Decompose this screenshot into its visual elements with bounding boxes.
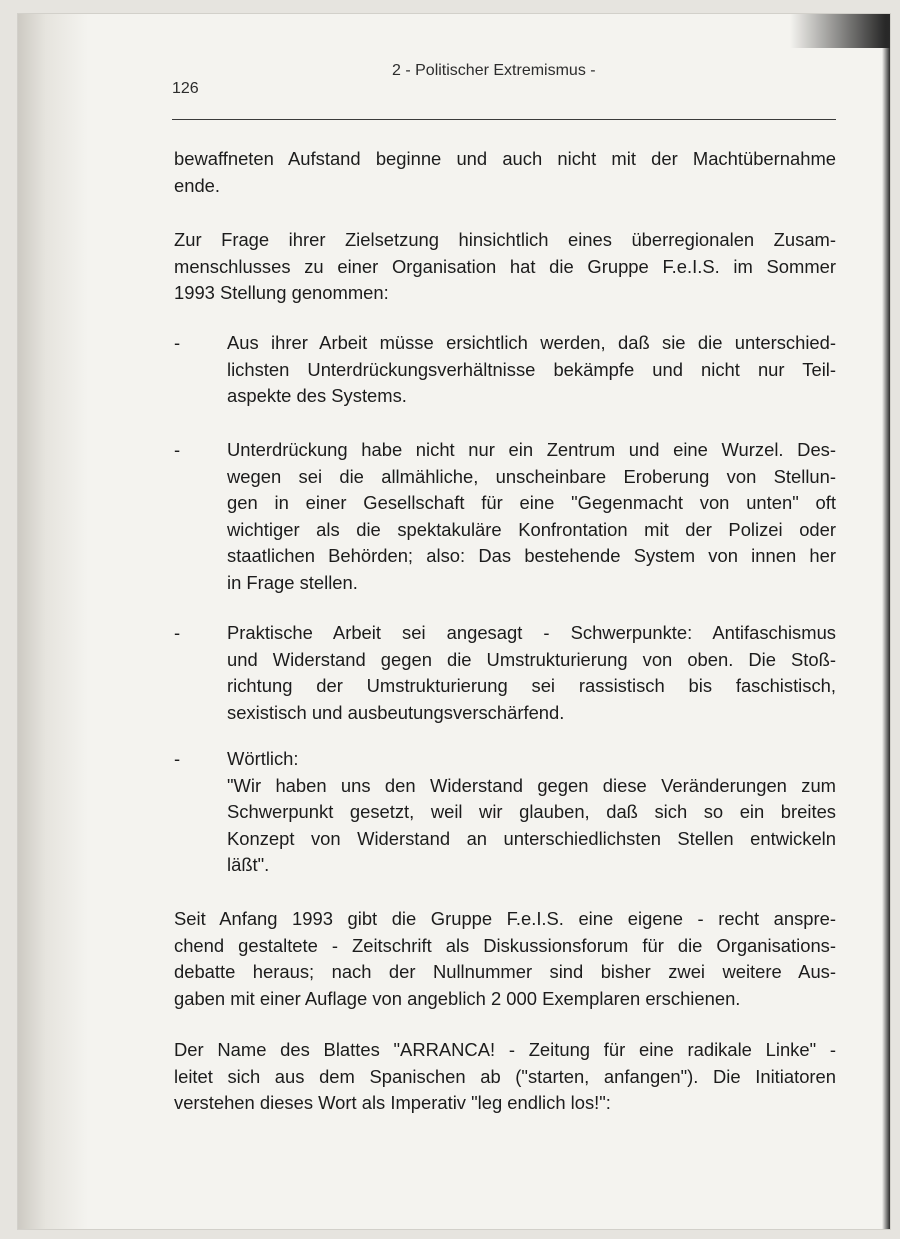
text-line: 1993 Stellung genommen: [174, 282, 389, 303]
page-edge-shadow [882, 14, 890, 1229]
text-line: staatlichen Behörden; also: Das bestehende System von innen her [227, 545, 836, 566]
text-line: ende. [174, 174, 221, 196]
text-line: wegen sei die allmähliche, unscheinbare Eroberung von Stellun- [227, 465, 836, 487]
text-line: Aus ihrer Arbeit müsse ersichtlich werden, daß sie die unterschied- [227, 332, 836, 353]
paragraph-name [174, 1037, 836, 1117]
text-line: Schwerpunkt gesetzt, weil wir glauben, daß sich so ein breites [227, 801, 836, 822]
text-line: bewaffneten Aufstand beginne und auch nicht mit der Machtübernahme [174, 148, 836, 169]
text-line: Wörtlich: [227, 748, 299, 769]
list-dash: - [174, 748, 181, 769]
text-line: gaben mit einer Auflage von angeblich 2 000 Exemplaren erschienen. [174, 987, 741, 1009]
page-number: 126 [172, 80, 199, 97]
list-dash: - [174, 622, 181, 643]
list-dash: - [174, 332, 181, 353]
paragraph-continued [174, 146, 836, 199]
paragraph-magazine [174, 906, 836, 1012]
list-item-text [227, 330, 836, 410]
text-line: sexistisch und ausbeutungsverschärfend. [227, 701, 565, 723]
text-line: verstehen dieses Wort als Imperativ "leg endlich los!": [174, 1092, 611, 1113]
text-line: lichsten Unterdrückungsverhältnisse bekämpfe und nicht nur Teil- [227, 358, 836, 380]
text-line: in Frage stellen. [227, 571, 358, 593]
text-line: läßt". [227, 854, 270, 875]
text-line: debatte heraus; nach der Nullnummer sind bisher zwei weitere Aus- [174, 961, 836, 982]
text-line: "Wir haben uns den Widerstand gegen diese Veränderungen zum [227, 774, 836, 796]
paragraph-goals [174, 227, 836, 307]
list-dash: - [174, 439, 181, 460]
text-line: gen in einer Gesellschaft für eine "Gegenmacht von unten" oft [227, 492, 836, 513]
text-line: chend gestaltete - Zeitschrift als Diskussionsforum für die Organisations- [174, 934, 836, 956]
text-line: leitet sich aus dem Spanischen ab ("starten, anfangen"). Die Initiatoren [174, 1065, 836, 1087]
text-line: richtung der Umstrukturierung sei rassistisch bis faschistisch, [227, 675, 836, 696]
header-rule [172, 119, 836, 120]
text-line: aspekte des Systems. [227, 385, 407, 406]
text-line: Der Name des Blattes "ARRANCA! - Zeitung für eine radikale Linke" - [174, 1039, 836, 1060]
text-line: Zur Frage ihrer Zielsetzung hinsichtlich eines überregionalen Zusam- [174, 229, 836, 250]
page-corner-shadow [790, 14, 890, 48]
text-line: menschlusses zu einer Organisation hat die Gruppe F.e.I.S. im Sommer [174, 255, 836, 277]
text-line: Konzept von Widerstand an unterschiedlichsten Stellen entwickeln [227, 827, 836, 849]
spine-shadow [18, 14, 88, 1229]
text-line: Seit Anfang 1993 gibt die Gruppe F.e.I.S. eine eigene - recht anspre- [174, 908, 836, 929]
text-line: Unterdrückung habe nicht nur ein Zentrum und eine Wurzel. Des- [227, 439, 836, 460]
text-line: und Widerstand gegen die Umstrukturierung von oben. Die Stoß- [227, 648, 836, 670]
running-title: 2 - Politischer Extremismus - [392, 62, 596, 79]
text-line: Praktische Arbeit sei angesagt - Schwerpunkte: Antifaschismus [227, 622, 836, 643]
list-item-text [227, 437, 836, 596]
list-item-text [227, 746, 836, 879]
text-line: wichtiger als die spektakuläre Konfrontation mit der Polizei oder [227, 518, 836, 540]
list-item-text [227, 620, 836, 726]
